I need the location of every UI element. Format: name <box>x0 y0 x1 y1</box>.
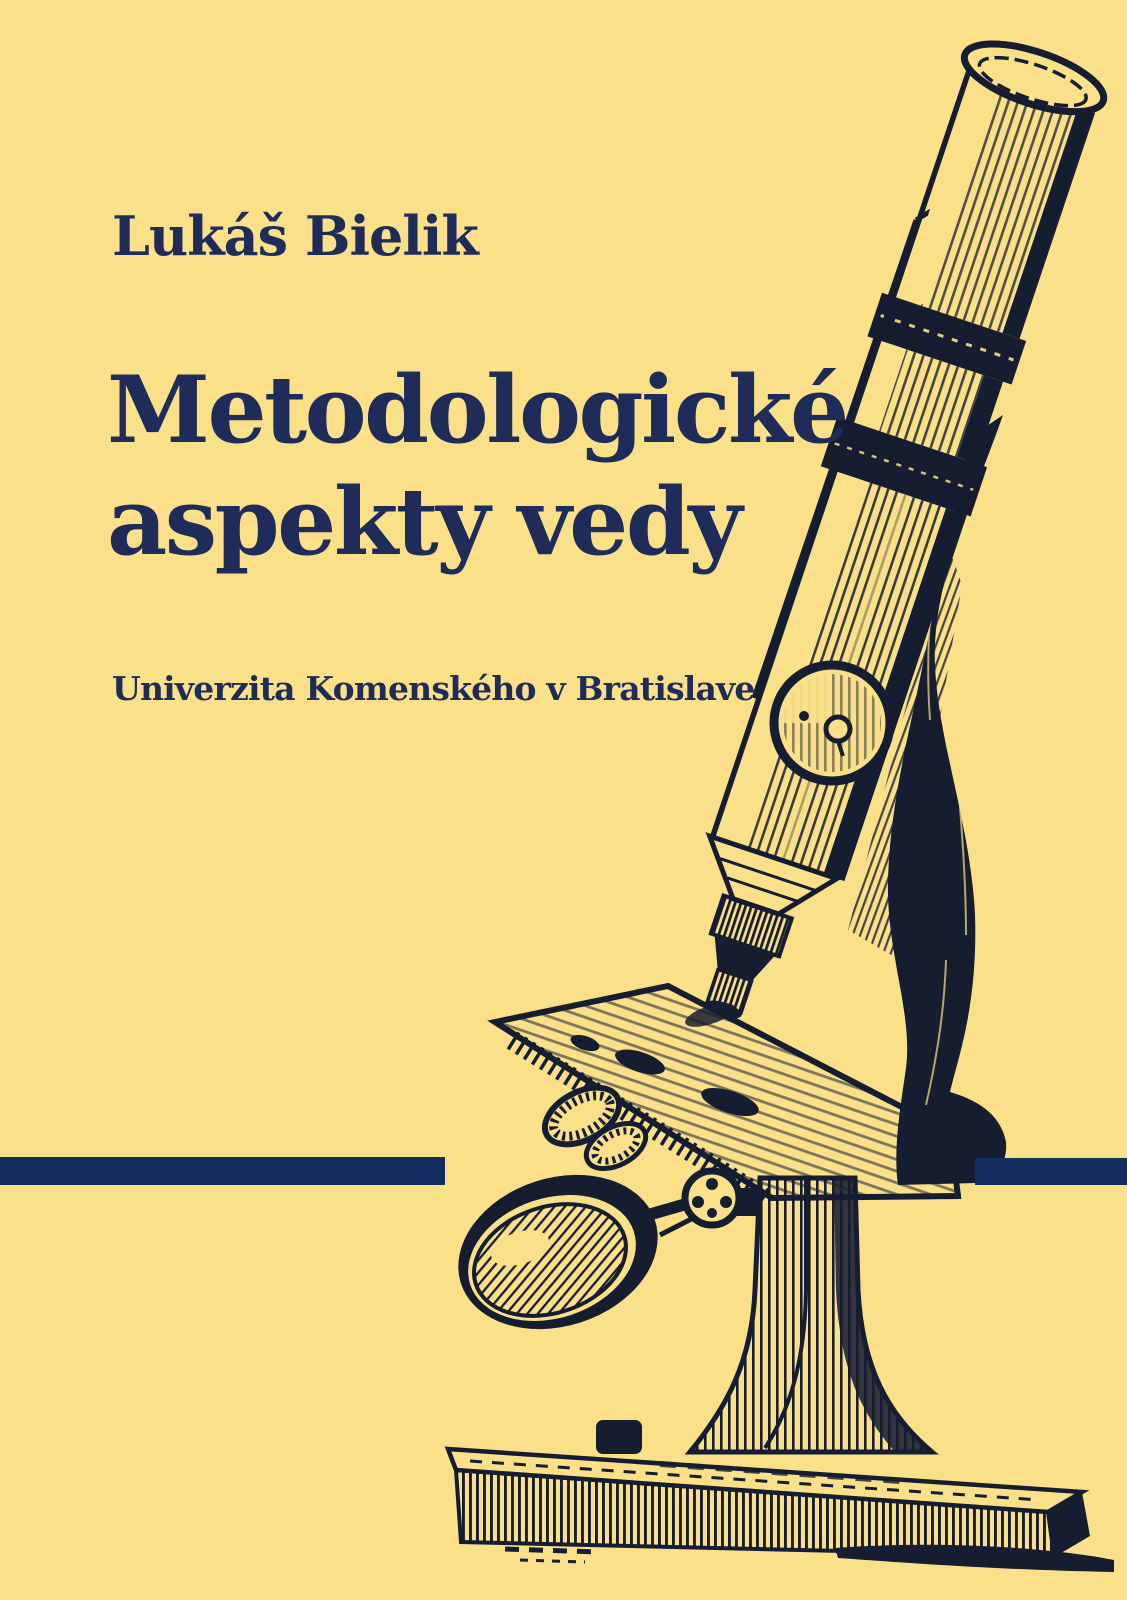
focus-knob <box>774 665 890 781</box>
stage-plate <box>495 986 958 1200</box>
book-title <box>107 354 847 578</box>
author-name: Lukáš Bielik <box>112 204 478 268</box>
base-shadow <box>835 1545 1114 1572</box>
mirror <box>438 1150 759 1354</box>
book-title-line2: aspekty vedy <box>107 467 740 576</box>
divider-bar-left <box>0 1157 445 1185</box>
publisher-name: Univerzita Komenského v Bratislave <box>112 669 755 708</box>
mirror-pivot <box>685 1171 739 1225</box>
book-title-line1: Metodologické <box>107 355 847 464</box>
base-stub <box>596 1420 642 1454</box>
divider-bar-right <box>975 1158 1127 1185</box>
